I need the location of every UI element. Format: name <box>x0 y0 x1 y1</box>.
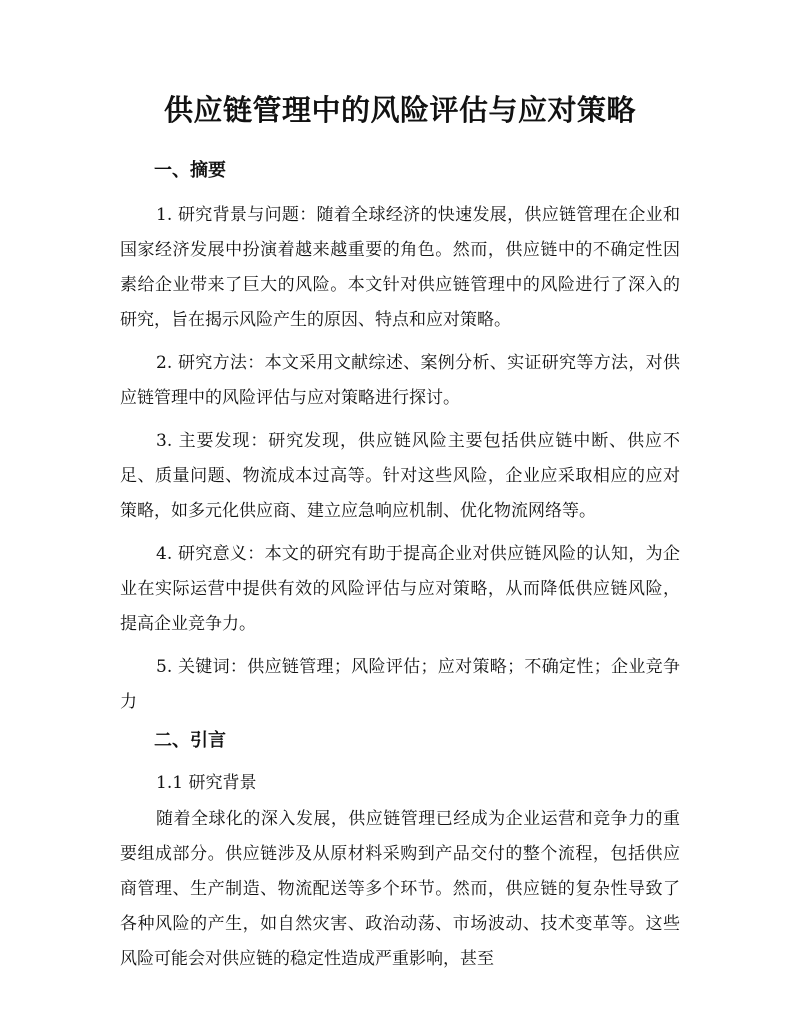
document-title: 供应链管理中的风险评估与应对策略 <box>163 93 636 127</box>
section-heading-introduction: 二、引言 <box>154 730 226 751</box>
abstract-item-keywords: 5. 关键词：供应链管理；风险评估；应对策略；不确定性；企业竞争力 <box>120 657 680 712</box>
section-heading-abstract: 一、摘要 <box>154 160 226 181</box>
introduction-paragraph: 随着全球化的深入发展，供应链管理已经成为企业运营和竞争力的重要组成部分。供应链涉及从原材料采购到产品交付的整个流程，包括供应商管理、生产制造、物流配送等多个环节。然而，供应链的复杂性导致了各种风险的产生，如自然灾害、政治动荡、市场波动、技术变革等。这些风险可能会对供应链的稳定性造成严重影响，甚至 <box>120 809 680 969</box>
subsection-heading-research-background: 1.1 研究背景 <box>156 773 257 793</box>
abstract-item-significance: 4. 研究意义：本文的研究有助于提高企业对供应链风险的认知，为企业在实际运营中提供有效的风险评估与应对策略，从而降低供应链风险，提高企业竞争力。 <box>120 544 680 634</box>
abstract-item-method: 2. 研究方法：本文采用文献综述、案例分析、实证研究等方法，对供应链管理中的风险评估与应对策略进行探讨。 <box>120 353 680 408</box>
abstract-item-background: 1. 研究背景与问题：随着全球经济的快速发展，供应链管理在企业和国家经济发展中扮演着越来越重要的角色。然而，供应链中的不确定性因素给企业带来了巨大的风险。本文针对供应链管理中的风险进行了深入的研究，旨在揭示风险产生的原因、特点和应对策略。 <box>120 205 680 330</box>
abstract-item-findings: 3. 主要发现：研究发现，供应链风险主要包括供应链中断、供应不足、质量问题、物流成本过高等。针对这些风险，企业应采取相应的应对策略，如多元化供应商、建立应急响应机制、优化物流网络等。 <box>120 431 680 521</box>
